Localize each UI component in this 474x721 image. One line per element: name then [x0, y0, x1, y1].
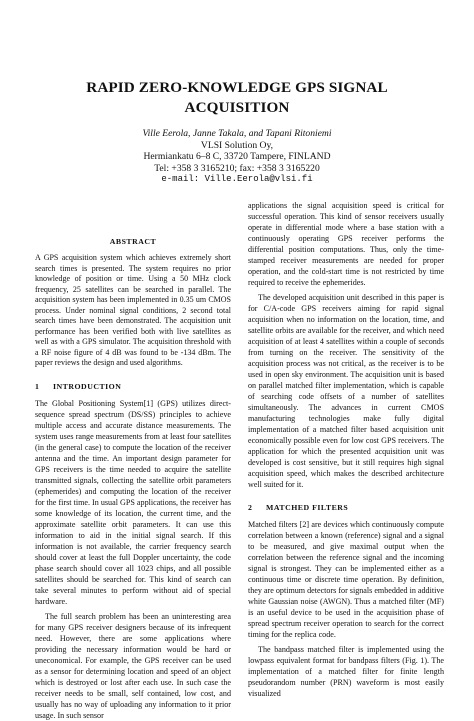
section-2-title: MATCHED FILTERS — [266, 503, 349, 512]
section-1-paragraph-3: applications the signal acquisition speed is critical for successful operation. This kind of sensor receivers usually operate in differential mode where a base station with a continuously operating GPS receiver performs the differential position computations. Thus, only the time-stamped receiver measurements are needed for proper operation, and the cold-start time is not restricted by time required to receive the ephemerides. — [248, 201, 444, 287]
left-column — [35, 226, 231, 721]
author-names: Ville Eerola, Janne Takala, and Tapani Ritoniemi — [142, 128, 332, 139]
section-2-number: 2 — [248, 503, 253, 512]
author-block — [0, 128, 474, 186]
section-1-title: INTRODUCTION — [53, 381, 122, 391]
section-1-paragraph-1: The Global Positioning System[1] (GPS) utilizes direct-sequence spread spectrum (DS/SS) principles to achieve multiple access and accurate distance measurements. The system uses range measurements from at least four satellites (in the general case) to compute the location of the receiver antenna and the time. An important design parameter for GPS receivers is the time needed to acquire the satellite transmitted signals, collecting the satellite orbit parameters (ephemerides) and computing the location of the receiver for the first time. In usual GPS applications, the receiver has some knowledge of its location, the current time, and the approximate satellite orbit parameters. It can use this information to aid in the initial signal search. If this information is not available, the carrier frequency search should cover at least the full Doppler uncertainty, the code phase search should cover all 1023 chips, and all possible satellites should be searched for. This kind of search can take several minutes to perform without aid of special hardware. — [35, 398, 231, 606]
right-column — [248, 200, 444, 699]
section-1-paragraph-2: The full search problem has been an uninteresting area for many GPS receiver designers because of its infrequent need. However, there are some applications where providing the necessary information would be hard or uneconomical. For example, the GPS receiver can be used as a sensor for determining location and speed of an object which is destroyed or lost after each use. In such case the receiver needs to be small, self contained, low cost, and usually has no way of uploading any information to it prior usage. In such sensor — [35, 611, 231, 720]
section-2-heading — [248, 502, 444, 513]
address: Hermiankatu 6–8 C, 33720 Tampere, FINLAND — [143, 151, 331, 163]
title-line-2: ACQUISITION — [184, 99, 290, 116]
phone-fax: Tel: +358 3 3165210; fax: +358 3 3165220 — [154, 162, 320, 174]
section-2-paragraph-1: Matched filters [2] are devices which continuously compute correlation between a known (reference) signal and a signal to be measured, and give maximal output when the correlation between the reference signal and the incoming signal is strongest. They can be implemented either as a continuous time or discrete time operation. By definition, they are optimum detectors for signals embedded in additive white Gaussian noise (AWGN). Thus a matched filter (MF) is an useful device to be used in the acquisition phase of spread spectrum receiver operation to search for the correct timing for the replica code. — [248, 520, 444, 639]
section-1-paragraph-4: The developed acquisition unit described in this paper is for C/A-code GPS receivers aiming for rapid signal acquisition when no information on the location, time, and satellite orbits are available for the receiver, and which need acquisition of at least 4 satellites within a couple of seconds from turning on the receiver. The sensitivity of the acquisition process was not critical, as the receiver is to be used in open sky environment. The acquisition unit is based on parallel matched filter implementation, which is capable of searching code offsets of a number of satellites simultaneously. The advances in current CMOS manufacturing technologies make fully digital implementation of a matched filter based acquisition unit economically possible even for low cost GPS receivers. The application for which the presented acquisition unit was developed is cost sensitive, but it still requires high signal acquisition speed, which makes the described architecture well suited for it. — [248, 293, 444, 489]
affiliation: VLSI Solution Oy, — [200, 139, 274, 151]
section-2-paragraph-2: The bandpass matched filter is implemented using the lowpass equivalent format for bandpass filters (Fig. 1). The implementation of a matched filter for finite length pseudorandom number (PRN) waveform is most easily visualized — [248, 645, 444, 698]
abstract-heading: ABSTRACT — [109, 237, 157, 246]
section-1-number: 1 — [35, 381, 40, 391]
section-1-heading — [35, 381, 231, 392]
abstract-text: A GPS acquisition system which achieves extremely short search times is presented. The system requires no prior knowledge of position or time. Using a 50 MHz clock frequency, 25 satellites can be searched in parallel. The acquisition system has been implemented in 0.35 um CMOS process. Under nominal signal conditions, 2 second total search times have been demonstrated. The acquisition unit performance has been verified both with live satellites as well as with a GPS simulator. The acquisition threshold with a RF noise figure of 4 dB was found to be -134 dBm. The paper reviews the design and used algorithms. — [35, 253, 231, 367]
title-line-1: RAPID ZERO-KNOWLEDGE GPS SIGNAL — [86, 79, 388, 96]
paper-title — [0, 78, 474, 118]
email[interactable]: e-mail: Ville.Eerola@vlsi.fi — [161, 174, 313, 185]
